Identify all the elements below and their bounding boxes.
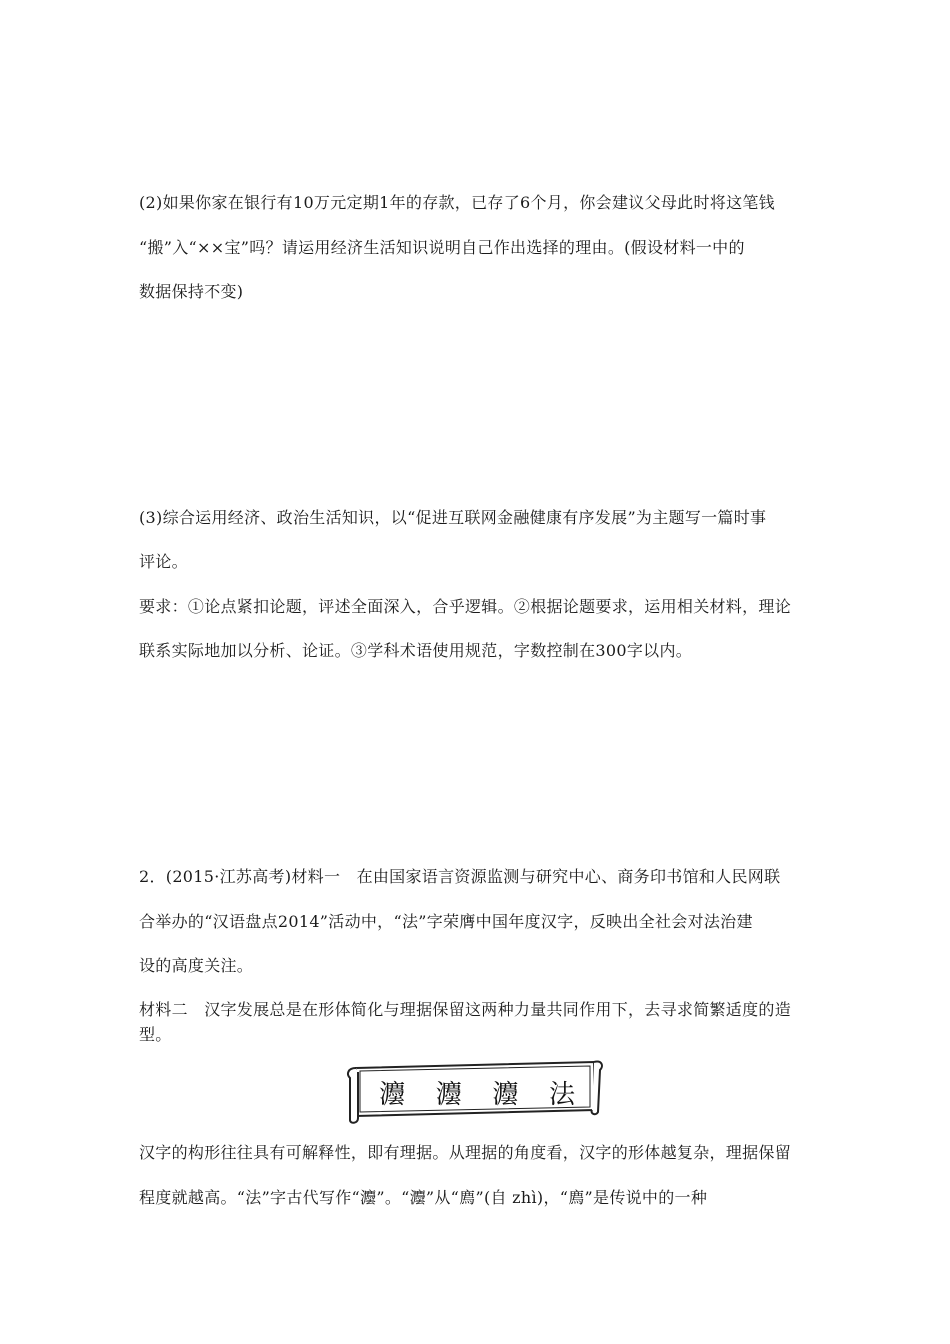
q2-text-line-2: “搬”入“××宝”吗？请运用经济生活知识说明自己作出选择的理由。(假设材料一中的: [139, 238, 745, 257]
material2-line-1: 材料二 汉字发展总是在形体简化与理据保留这两种力量共同作用下，去寻求简繁适度的造: [139, 1000, 792, 1019]
paragraph-line-2: 程度就越高。“法”字古代写作“灋”。“灋”从“廌”(自 zhì)，“廌”是传说中的一种: [139, 1188, 708, 1207]
ancient-character-2: 灋: [435, 1079, 462, 1110]
ancient-character-3: 灋: [492, 1079, 519, 1110]
calligraphy-scroll-figure: [342, 1058, 604, 1124]
ancient-character-1: 灋: [378, 1079, 405, 1110]
q3-text-line-2: 评论。: [139, 552, 188, 571]
problem2-line-3: 设的高度关注。: [139, 956, 254, 975]
q3-requirement-line-2: 联系实际地加以分析、论证。③学科术语使用规范，字数控制在300字以内。: [139, 641, 693, 660]
q2-text-line-1: (2)如果你家在银行有10万元定期1年的存款，已存了6个月，你会建议父母此时将这笔钱: [139, 193, 775, 212]
q3-text-line-1: (3)综合运用经济、政治生活知识，以“促进互联网金融健康有序发展”为主题写一篇时事: [139, 508, 767, 527]
problem2-line-1: 2．(2015·江苏高考)材料一 在由国家语言资源监测与研究中心、商务印书馆和人民网联: [139, 867, 781, 886]
q3-requirement-line-1: 要求：①论点紧扣论题，评述全面深入，合乎逻辑。②根据论题要求，运用相关材料，理论: [139, 597, 792, 616]
problem2-line-2: 合举办的“汉语盘点2014”活动中，“法”字荣膺中国年度汉字，反映出全社会对法治建: [139, 912, 753, 931]
modern-character-fa: 法: [548, 1079, 575, 1110]
material2-line-2: 型。: [139, 1025, 172, 1044]
paragraph-line-1: 汉字的构形往往具有可解释性，即有理据。从理据的角度看，汉字的形体越复杂，理据保留: [139, 1143, 792, 1162]
scroll-characters: [372, 1072, 582, 1112]
q2-text-line-3: 数据保持不变): [139, 282, 244, 301]
